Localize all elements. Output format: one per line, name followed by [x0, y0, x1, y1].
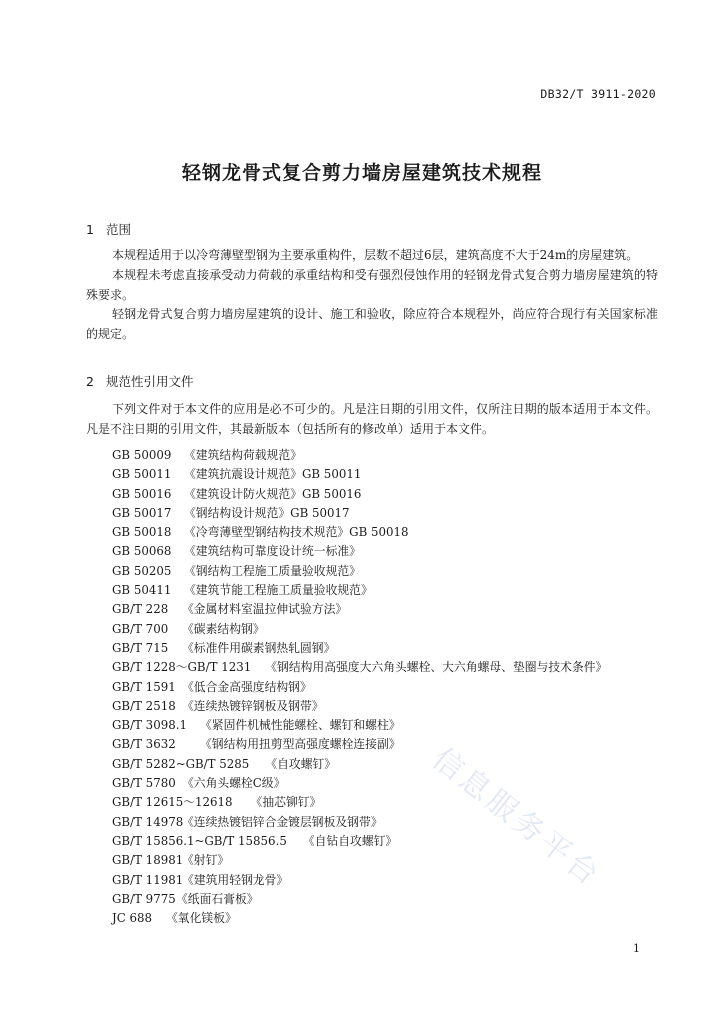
section-heading-references — [86, 372, 194, 390]
paragraph: 本规程适用于以冷弯薄壁型钢为主要承重构件，层数不超过6层，建筑高度不大于24m的房屋建筑。 — [112, 248, 639, 262]
list-item: GB/T 12615～12618 《抽芯铆钉》 — [112, 795, 322, 810]
list-item: GB/T 14978《连续热镀铝锌合金镀层钢板及钢带》 — [112, 814, 383, 829]
list-item: GB/T 5780 《六角头螺栓C级》 — [112, 776, 286, 791]
list-item: GB/T 9775《纸面石膏板》 — [112, 891, 259, 906]
list-item: GB 50016 《建筑设计防火规范》GB 50016 — [112, 486, 362, 501]
watermark: 信息服务平台 — [425, 741, 608, 895]
list-item: GB 50018 《冷弯薄壁型钢结构技术规范》GB 50018 — [112, 525, 409, 540]
section-title: 规范性引用文件 — [106, 374, 194, 389]
list-item: GB 50011 《建筑抗震设计规范》GB 50011 — [112, 467, 362, 482]
list-item: GB 50205 《钢结构工程施工质量验收规范》 — [112, 563, 361, 578]
list-item: GB/T 3632 《钢结构用扭剪型高强度螺栓连接副》 — [112, 737, 401, 752]
list-item: GB/T 5282~GB/T 5285 《自攻螺钉》 — [112, 756, 337, 771]
list-item: GB 50068 《建筑结构可靠度设计统一标准》 — [112, 544, 361, 559]
paragraph: 本规程未考虑直接承受动力荷载的承重结构和受有强烈侵蚀作用的轻钢龙骨式复合剪力墙房屋建筑的特殊要求。 — [86, 268, 658, 302]
section-heading-scope — [86, 220, 131, 238]
list-item: GB/T 700 《碳素结构钢》 — [112, 621, 265, 636]
section-number: 2 — [86, 374, 94, 389]
section-title: 范围 — [106, 222, 132, 237]
section-number: 1 — [86, 222, 94, 237]
list-item: GB 50017 《钢结构设计规范》GB 50017 — [112, 505, 350, 520]
list-item: GB/T 228 《金属材料室温拉伸试验方法》 — [112, 602, 348, 617]
paragraph: 下列文件对于本文件的应用是必不可少的。凡是注日期的引用文件，仅所注日期的版本适用于本文件。凡是不注日期的引用文件，其最新版本（包括所有的修改单）适用于本文件。 — [86, 402, 658, 436]
list-item: GB/T 11981《建筑用轻钢龙骨》 — [112, 872, 289, 887]
paragraph: 轻钢龙骨式复合剪力墙房屋建筑的设计、施工和验收，除应符合本规程外，尚应符合现行有关国家标准的规定。 — [86, 307, 658, 341]
list-item: JC 688 《氧化镁板》 — [112, 911, 237, 926]
list-item: GB/T 2518 《连续热镀锌钢板及钢带》 — [112, 698, 324, 713]
list-item: GB/T 715 《标准件用碳素钢热轧圆钢》 — [112, 640, 336, 655]
list-item: GB/T 18981《射钉》 — [112, 853, 230, 868]
document-title: 轻钢龙骨式复合剪力墙房屋建筑技术规程 — [181, 162, 542, 184]
list-item: GB 50009 《建筑结构荷载规范》 — [112, 448, 302, 462]
list-item: GB/T 1591 《低合金高强度结构钢》 — [112, 679, 312, 694]
list-item: GB/T 15856.1~GB/T 15856.5 《自钻自攻螺钉》 — [112, 833, 398, 848]
list-item: GB/T 1228～GB/T 1231 《钢结构用高强度大六角头螺栓、大六角螺母、垫圈与技术条件》 — [112, 660, 608, 675]
list-item: GB 50411 《建筑节能工程施工质量验收规范》 — [112, 583, 373, 598]
page-number: 1 — [633, 942, 640, 955]
standard-code: DB32/T 3911-2020 — [540, 87, 656, 101]
list-item: GB/T 3098.1 《紧固件机械性能螺栓、螺钉和螺柱》 — [112, 718, 401, 733]
reference-list — [112, 446, 607, 928]
